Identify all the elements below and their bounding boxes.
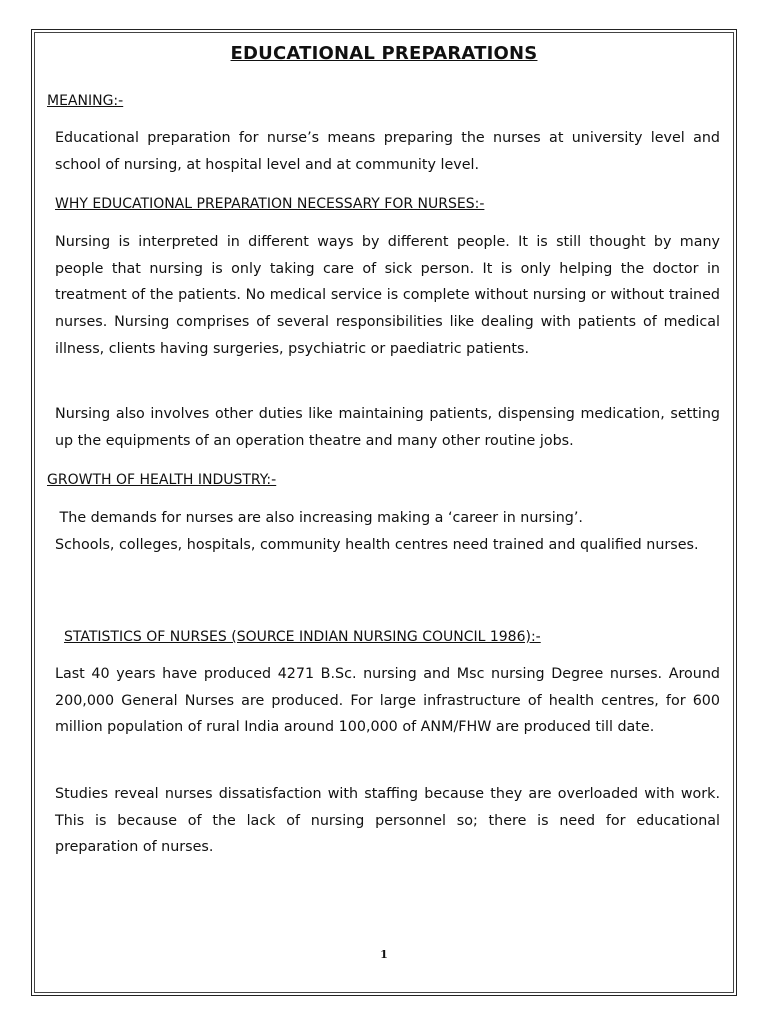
growth-line-2: Schools, colleges, hospitals, community health centres need trained and qualified nurses.	[55, 537, 699, 553]
statistics-heading: STATISTICS OF NURSES (SOURCE INDIAN NURSING COUNCIL 1986):-	[64, 629, 541, 645]
statistics-paragraph-2: Studies reveal nurses dissatisfaction with staffing because they are overloaded with work. This is because of the lack of nursing personnel so; there is need for educational preparation of nurses.	[55, 786, 720, 856]
meaning-heading: MEANING:-	[47, 93, 124, 109]
page-title: EDUCATIONAL PREPARATIONS	[230, 43, 538, 64]
why-heading: WHY EDUCATIONAL PREPARATION NECESSARY FOR NURSES:-	[55, 196, 485, 212]
statistics-paragraph-1: Last 40 years have produced 4271 B.Sc. nursing and Msc nursing Degree nurses. Around 200,000 General Nurses are produced. For large infrastructure of health centres, for 600 million population of rural India around 100,000 of ANM/FHW are produced till date.	[55, 666, 720, 736]
growth-line-1: The demands for nurses are also increasing making a ‘career in nursing’.	[55, 510, 583, 526]
why-paragraph-1: Nursing is interpreted in different ways by different people. It is still thought by many people that nursing is only taking care of sick person. It is only helping the doctor in treatment of the patients. No medical service is complete without nursing or without trained nurses. Nursing comprises of several responsibilities like dealing with patients of medical illness, clients having surgeries, psychiatric or paediatric patients.	[55, 234, 720, 357]
why-paragraph-2: Nursing also involves other duties like maintaining patients, dispensing medication, setting up the equipments of an operation theatre and many other routine jobs.	[55, 406, 720, 449]
growth-heading: GROWTH OF HEALTH INDUSTRY:-	[47, 472, 277, 488]
meaning-paragraph: Educational preparation for nurse’s means preparing the nurses at university level and school of nursing, at hospital level and at community level.	[55, 130, 720, 173]
page-number: 1	[380, 948, 388, 961]
